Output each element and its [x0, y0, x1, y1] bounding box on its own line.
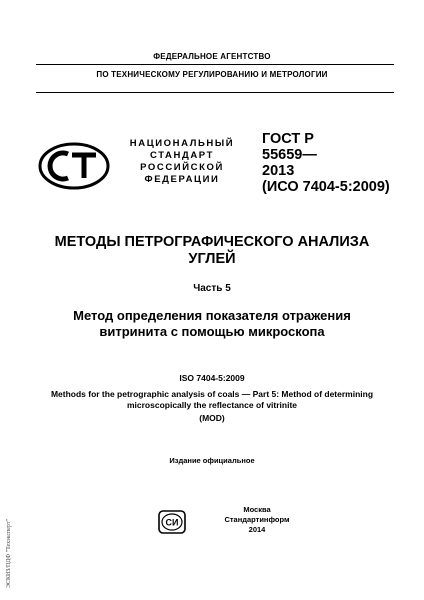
national-standard-line: ФЕДЕРАЦИИ — [144, 174, 220, 185]
official-edition-label: Издание официальное — [169, 456, 255, 465]
rst-certification-logo-icon — [38, 142, 110, 190]
title-line: МЕТОДЫ ПЕТРОГРАФИЧЕСКОГО АНАЛИЗА — [54, 234, 370, 250]
national-standard-line: НАЦИОНАЛЬНЫЙ — [129, 138, 235, 149]
mod-label: (MOD) — [199, 413, 225, 423]
agency-line-2: ПО ТЕХНИЧЕСКОМУ РЕГУЛИРОВАНИЮ И МЕТРОЛОГИИ — [96, 70, 328, 79]
publisher-city: Москва — [243, 505, 271, 514]
part-label: Часть 5 — [193, 283, 231, 294]
iso-code: ISO 7404-5:2009 — [179, 373, 245, 383]
subtitle-line: витринита с помощью микроскопа — [99, 324, 325, 339]
publisher-name: Стандартинформ — [224, 515, 290, 524]
national-standard-label — [122, 138, 242, 186]
english-title-line: Methods for the petrographic analysis of coals — Part 5: Method of determining — [50, 389, 374, 399]
document-subtitle — [0, 308, 424, 340]
gost-line: (ИСО 7404-5:2009) — [262, 179, 390, 195]
subtitle-line: Метод определения показателя отражения — [73, 308, 351, 323]
english-title — [50, 389, 374, 411]
gost-designation — [262, 131, 412, 195]
english-title-line: microscopically the reflectance of vitrinite — [126, 400, 298, 410]
gost-line: 2013 — [262, 163, 295, 179]
national-standard-line: РОССИЙСКОЙ — [140, 162, 224, 173]
publisher-block — [222, 505, 292, 535]
standartinform-logo-icon — [158, 510, 186, 534]
document-title — [0, 234, 424, 268]
national-standard-line: СТАНДАРТ — [150, 150, 214, 161]
agency-line-1: ФЕДЕРАЛЬНОЕ АГЕНТСТВО — [153, 52, 271, 61]
standartinform-logo-text: СИ — [165, 517, 179, 528]
gost-line: ГОСТ Р — [262, 131, 314, 147]
header-rule — [36, 64, 394, 65]
title-line: УГЛЕЙ — [188, 251, 236, 267]
header-rule-bottom — [36, 92, 394, 93]
gost-line: 55659— — [262, 147, 317, 163]
publisher-year: 2014 — [248, 525, 266, 534]
side-stamp: ЭСКИЗ/ПДФ "Техэксперт" — [6, 519, 12, 588]
